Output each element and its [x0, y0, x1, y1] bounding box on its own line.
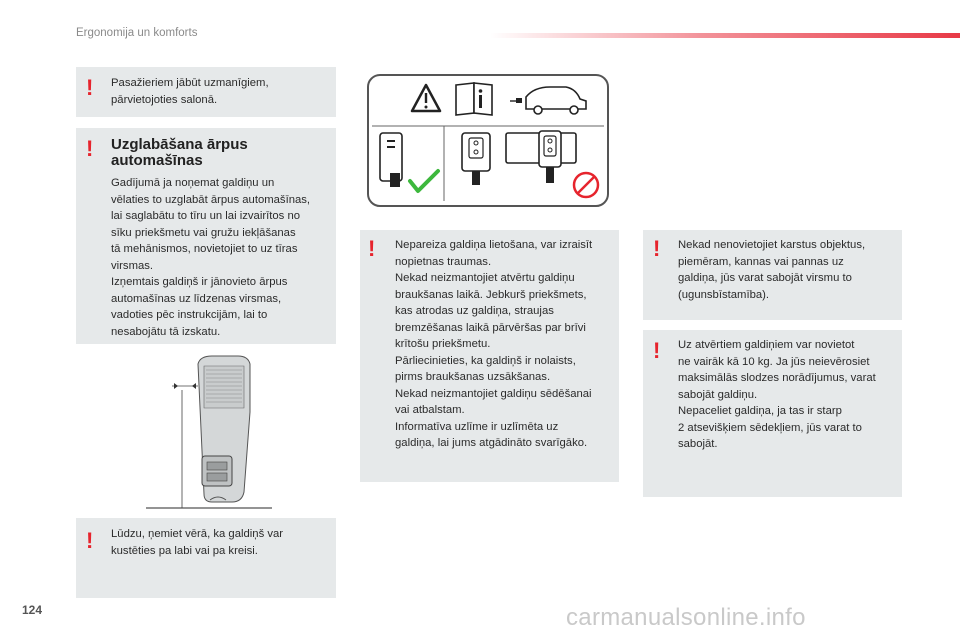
- caution-box-passengers: [76, 67, 336, 117]
- warning-icon: !: [653, 236, 661, 261]
- warning-icon: !: [368, 236, 376, 261]
- usage-warning-text: Nepareiza galdiņa lietošana, var izraisīt nopietnas traumas. Nekad neizmantojiet atvērtu galdiņu braukšanas laikā. Jebkurš priekšmets, kas atrodas uz galdiņa, straujas bremzēšanas laikā pārvēršas par brīvi krītošu priekšmetu. Pārliecinieties, ka galdiņš ir nolaists, pirms braukšanas uzsākšanas. Nekad neizmantojiet galdiņu sēdēšanai vai atbalstam. Informatīva uzlīme ir uzlīmēta uz galdiņa, lai jums atgādināto svarīgāko.: [395, 239, 593, 449]
- warning-box-usage: [360, 230, 619, 482]
- manual-info-icon: [456, 83, 492, 115]
- max-load-text: Uz atvērtiem galdiņiem var novietot ne vairāk kā 10 kg. Ja jūs neievērosiet maksimālās slodzes norādījumus, varat sabojāt galdiņu. Nepaceliet galdiņa, ja tas ir starp 2 atsevišķiem sēdekļiem, jūs varat to sabojāt.: [678, 339, 876, 450]
- movement-caution-text: Lūdzu, ņemiet vērā, ka galdiņš var kustēties pa labi vai pa kreisi.: [111, 528, 284, 557]
- storage-heading: Uzglabāšana ārpus automašīnas: [111, 136, 248, 169]
- prohibited-icon: [574, 173, 598, 197]
- info-sticker: [366, 73, 610, 208]
- warning-icon: !: [653, 338, 661, 363]
- storage-text: Gadījumā ja noņemat galdiņu un vēlaties to uzglabāt ārpus automašīnas, lai saglabātu to tīru un lai izvairītos no sīku priekšmetu vai gružu iekļāšanas tā mehānismos, novietojiet to uz tīras virsmas. Izņemtais galdiņš ir jānovieto ārpus automašīnas uz līdzenas virsmas, vadoties pēc instrukcijām, lai to nesabojātu tā izskatu.: [111, 177, 311, 338]
- caution-text: Pasažieriem jābūt uzmanīgiem, pārvietojoties salonā.: [111, 77, 269, 106]
- warning-icon: !: [86, 75, 94, 100]
- warning-box-hot-objects: [643, 230, 902, 320]
- page-number: 124: [22, 603, 43, 617]
- warning-icon: !: [86, 136, 94, 161]
- header-accent-bar: [490, 33, 960, 38]
- hot-objects-text: Nekad nenovietojiet karstus objektus, piemēram, kannas vai pannas uz galdiņa, jūs varat sabojāt virsmu to (ugunsbīstamība).: [678, 239, 866, 301]
- section-title: Ergonomija un komforts: [76, 27, 198, 39]
- table-illustration: [140, 352, 275, 512]
- caution-box-movement: [76, 518, 336, 598]
- warning-icon: !: [86, 528, 94, 553]
- warning-box-max-load: [643, 330, 902, 497]
- watermark: carmanualsonline.info: [566, 604, 806, 631]
- storage-box: [76, 128, 336, 344]
